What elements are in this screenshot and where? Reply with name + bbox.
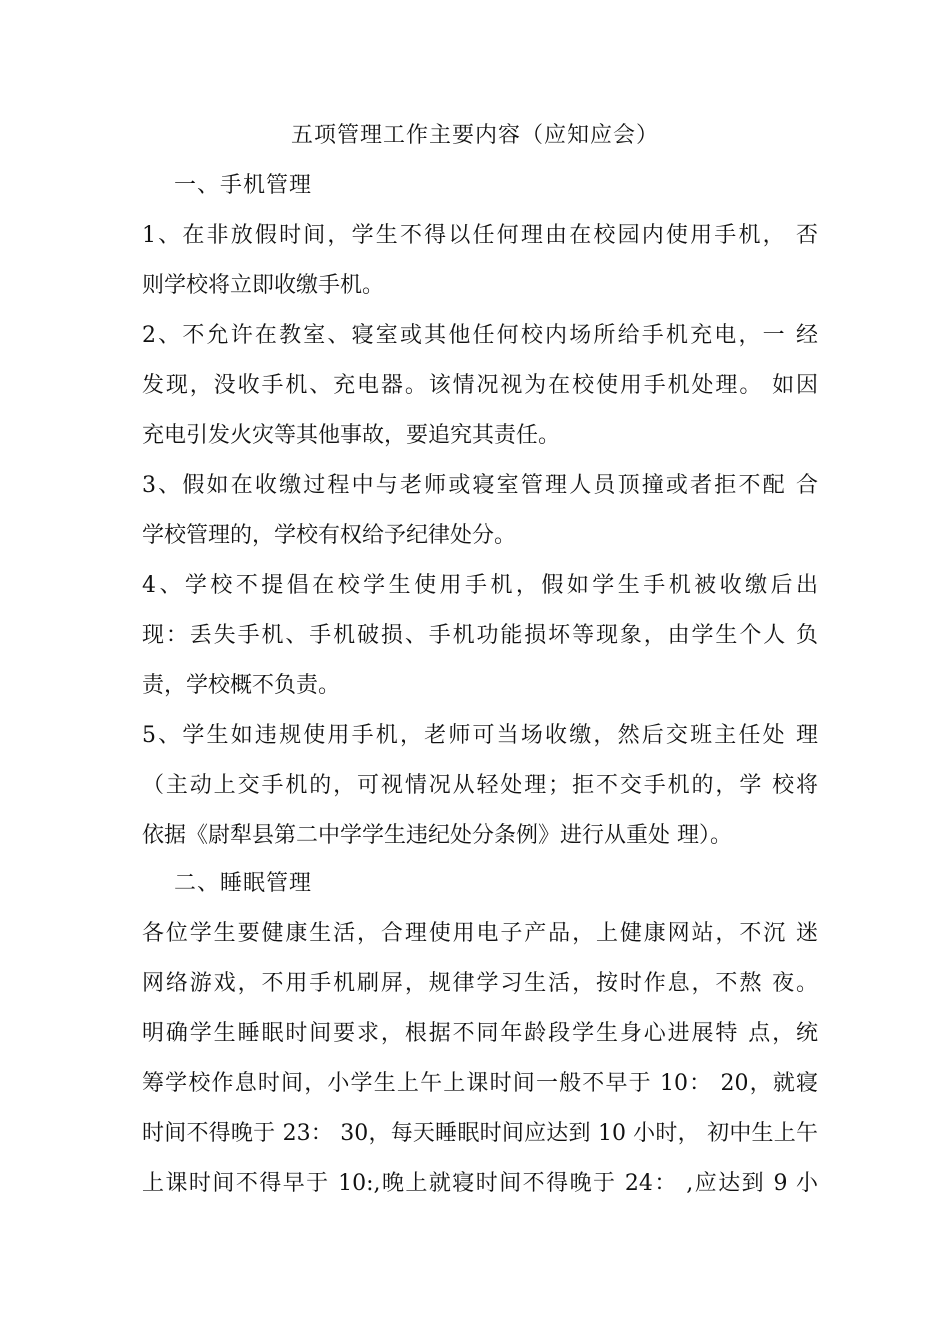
paragraph-line: 网络游戏，不用手机刷屏，规律学习生活，按时作息，不熬 夜。 [142, 971, 818, 996]
paragraph-line: 2、不允许在教室、寝室或其他任何校内场所给手机充电，一 经 [142, 323, 818, 348]
paragraph-line: 1、在非放假时间，学生不得以任何理由在校园内使用手机， 否 [142, 223, 818, 248]
paragraph-line: 现：丢失手机、手机破损、手机功能损坏等现象，由学生个人 负 [142, 623, 818, 648]
paragraph-line: 上课时间不得早于 10:,晚上就寝时间不得晚于 24： ,应达到 9 小 [142, 1171, 818, 1196]
document-title: 五项管理工作主要内容（应知应会） [290, 123, 659, 148]
paragraph-line: 筹学校作息时间，小学生上午上课时间一般不早于 10： 20，就寝 [142, 1071, 818, 1096]
paragraph-line: 充电引发火灾等其他事故，要追究其责任。 [142, 423, 561, 448]
paragraph-line: 依据《尉犁县第二中学学生违纪处分条例》进行从重处 理）。 [142, 823, 732, 848]
section-heading-sleep: 二、睡眠管理 [174, 871, 313, 896]
paragraph-line: 学校管理的，学校有权给予纪律处分。 [142, 523, 517, 548]
paragraph-line: 各位学生要健康生活，合理使用电子产品，上健康网站，不沉 迷 [142, 921, 818, 946]
paragraph-line: （主动上交手机的，可视情况从轻处理；拒不交手机的，学 校将 [142, 773, 818, 798]
paragraph-line: 则学校将立即收缴手机。 [142, 273, 385, 298]
paragraph-line: 4、学校不提倡在校学生使用手机，假如学生手机被收缴后出 [142, 573, 818, 598]
paragraph-line: 时间不得晚于 23： 30，每天睡眠时间应达到 10 小时， 初中生上午 [142, 1121, 818, 1146]
paragraph-line: 5、学生如违规使用手机，老师可当场收缴，然后交班主任处 理 [142, 723, 818, 748]
paragraph-line: 明确学生睡眠时间要求，根据不同年龄段学生身心进展特 点，统 [142, 1021, 818, 1046]
paragraph-line: 3、假如在收缴过程中与老师或寝室管理人员顶撞或者拒不配 合 [142, 473, 818, 498]
paragraph-line: 责，学校概不负责。 [142, 673, 341, 698]
section-heading-phone: 一、手机管理 [174, 173, 313, 198]
paragraph-line: 发现，没收手机、充电器。该情况视为在校使用手机处理。 如因 [142, 373, 818, 398]
